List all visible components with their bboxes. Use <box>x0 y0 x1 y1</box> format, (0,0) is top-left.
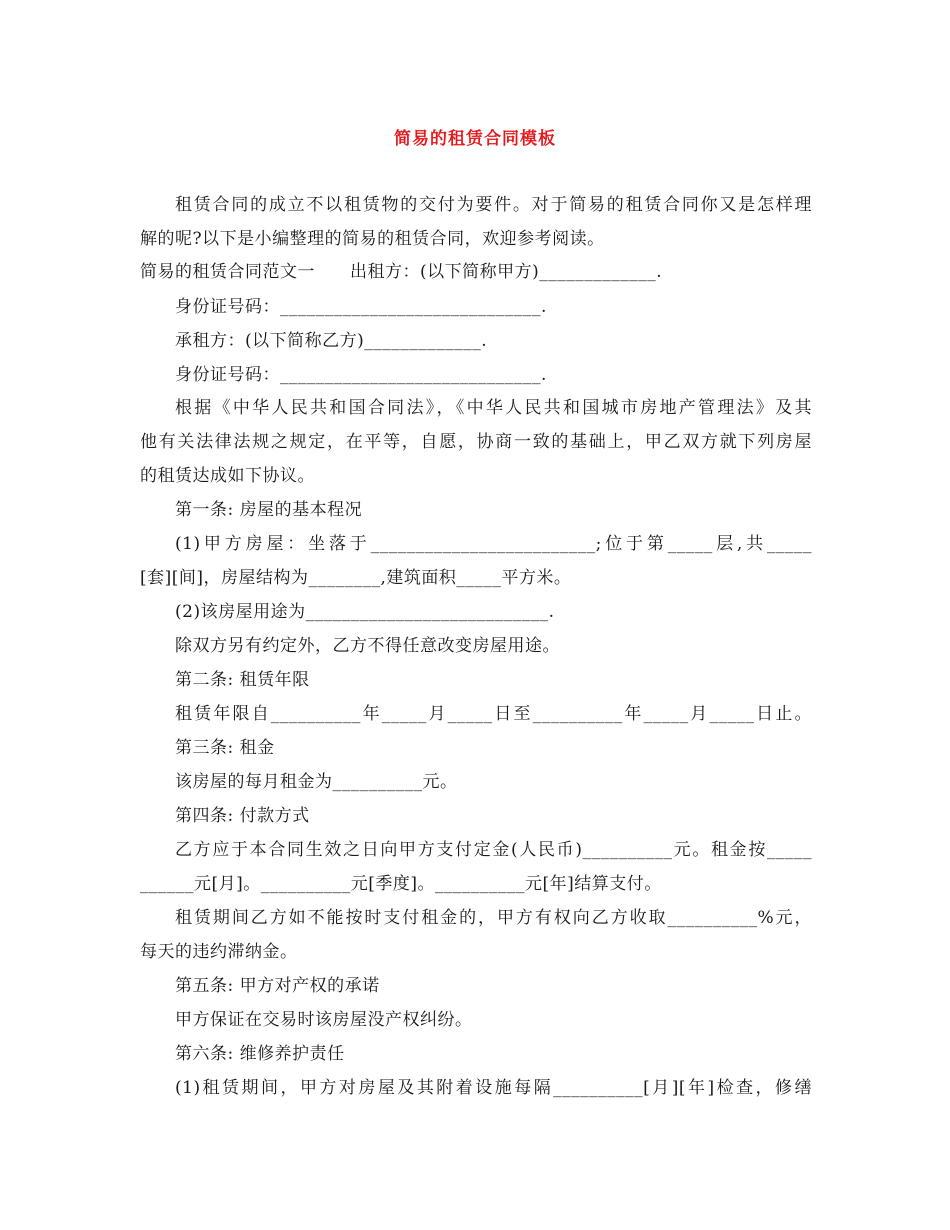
paragraph-line: 乙方应于本合同生效之日向甲方支付定金(人民币)__________元。租金按_____ <box>175 840 812 860</box>
paragraph-line: 除双方另有约定外，乙方不得任意改变房屋用途。 <box>175 636 560 656</box>
paragraph-line: 每天的违约滞纳金。 <box>140 942 298 962</box>
paragraph-line: (2)该房屋用途为___________________________. <box>175 602 555 622</box>
paragraph-line: 身份证号码：_____________________________. <box>175 365 547 385</box>
paragraph-line: (1)甲方房屋：坐落于_________________________;位于第_____层,共_____ <box>175 534 812 554</box>
paragraph-line: 租赁年限自__________年_____月_____日至__________年_____月_____日止。 <box>175 704 812 724</box>
paragraph-line: 解的呢?以下是小编整理的简易的租赁合同，欢迎参考阅读。 <box>140 229 605 249</box>
paragraph-line: (1)租赁期间，甲方对房屋及其附着设施每隔__________[月][年]检查，修缮 <box>175 1078 812 1098</box>
section-heading: 第二条: 租赁年限 <box>175 670 310 690</box>
document-title: 简易的租赁合同模板 <box>394 129 556 149</box>
paragraph-line: 根据《中华人民共和国合同法》，《中华人民共和国城市房地产管理法》及其 <box>175 398 812 418</box>
paragraph-line: 简易的租赁合同范文一 出租方：(以下简称甲方)_____________. <box>140 262 663 282</box>
paragraph-line: [套][间]，房屋结构为________,建筑面积_____平方米。 <box>140 568 572 588</box>
paragraph-line: 该房屋的每月租金为__________元。 <box>175 772 458 792</box>
paragraph-line: 身份证号码：_____________________________. <box>175 297 547 317</box>
section-heading: 第四条: 付款方式 <box>175 806 310 826</box>
paragraph-line: 甲方保证在交易时该房屋没产权纠纷。 <box>175 1010 473 1030</box>
section-heading: 第三条: 租金 <box>175 738 275 758</box>
paragraph-line: ______元[月]。__________元[季度]。__________元[年]结算支付。 <box>140 874 662 894</box>
paragraph-line: 租赁合同的成立不以租赁物的交付为要件。对于简易的租赁合同你又是怎样理 <box>175 195 812 215</box>
paragraph-line: 他有关法律法规之规定，在平等，自愿，协商一致的基础上，甲乙双方就下列房屋 <box>140 432 812 452</box>
section-heading: 第六条: 维修养护责任 <box>175 1044 345 1064</box>
section-heading: 第五条: 甲方对产权的承诺 <box>175 976 380 996</box>
paragraph-line: 的租赁达成如下协议。 <box>140 466 315 486</box>
paragraph-line: 租赁期间乙方如不能按时支付租金的，甲方有权向乙方收取__________%元， <box>175 908 812 928</box>
paragraph-line: 承租方：(以下简称乙方)_____________. <box>175 331 488 351</box>
section-heading: 第一条: 房屋的基本程况 <box>175 500 363 520</box>
